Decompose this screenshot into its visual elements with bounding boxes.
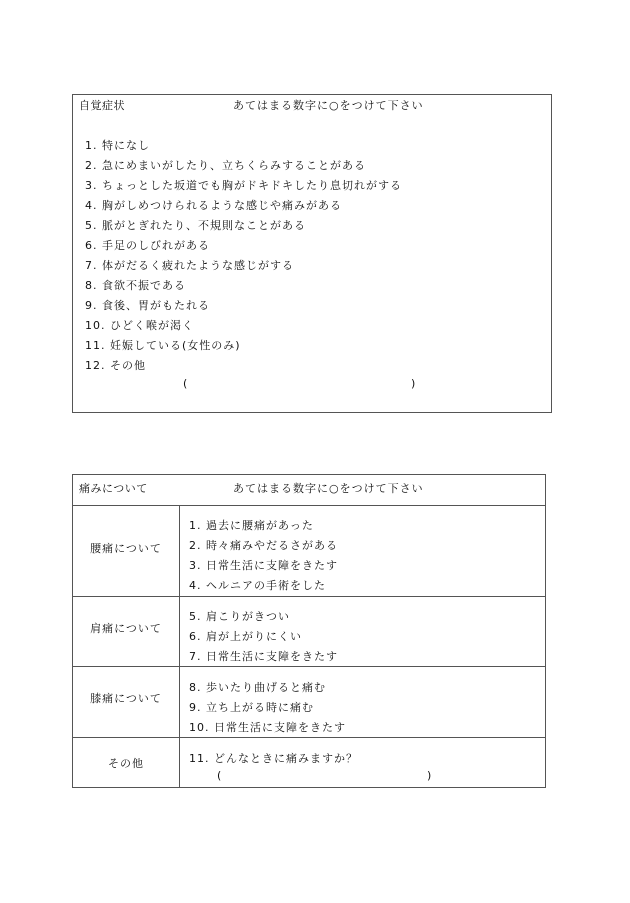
shoulder-pain-item[interactable]: 6. 肩が上がりにくい bbox=[189, 630, 302, 643]
symptoms-title: 自覚症状 bbox=[79, 99, 125, 112]
symptom-item[interactable]: 1. 特になし bbox=[85, 139, 150, 152]
back-pain-item[interactable]: 3. 日常生活に支障をきたす bbox=[189, 559, 338, 572]
pain-paren-open: ( bbox=[217, 769, 222, 782]
symptom-item[interactable]: 7. 体がだるく疲れたような感じがする bbox=[85, 259, 294, 272]
knee-pain-item[interactable]: 10. 日常生活に支障をきたす bbox=[189, 721, 346, 734]
back-pain-item[interactable]: 4. ヘルニアの手術をした bbox=[189, 579, 326, 592]
other-paren-close: ) bbox=[411, 377, 416, 390]
symptom-item[interactable]: 10. ひどく喉が渇く bbox=[85, 319, 194, 332]
pain-table bbox=[72, 474, 546, 788]
symptom-item[interactable]: 4. 胸がしめつけられるような感じや痛みがある bbox=[85, 199, 342, 212]
symptom-item[interactable]: 6. 手足のしびれがある bbox=[85, 239, 210, 252]
shoulder-pain-item[interactable]: 5. 肩こりがきつい bbox=[189, 610, 290, 623]
shoulder-pain-label: 肩痛について bbox=[90, 622, 162, 635]
symptoms-instruction: あてはまる数字に○をつけて下さい bbox=[233, 99, 424, 112]
other-paren-open: ( bbox=[183, 377, 188, 390]
back-pain-item[interactable]: 1. 過去に腰痛があった bbox=[189, 519, 314, 532]
other-pain-label: その他 bbox=[108, 757, 144, 770]
row-divider bbox=[73, 505, 545, 506]
pain-title: 痛みについて bbox=[79, 482, 148, 495]
symptom-item[interactable]: 2. 急にめまいがしたり、立ちくらみすることがある bbox=[85, 159, 366, 172]
knee-pain-item[interactable]: 9. 立ち上がる時に痛む bbox=[189, 701, 314, 714]
symptom-item[interactable]: 3. ちょっとした坂道でも胸がドキドキしたり息切れがする bbox=[85, 179, 402, 192]
shoulder-pain-item[interactable]: 7. 日常生活に支障をきたす bbox=[189, 650, 338, 663]
knee-pain-item[interactable]: 8. 歩いたり曲げると痛む bbox=[189, 681, 326, 694]
pain-paren-close: ) bbox=[427, 769, 432, 782]
other-pain-item[interactable]: 11. どんなときに痛みますか？ bbox=[189, 752, 358, 765]
pain-instruction: あてはまる数字に○をつけて下さい bbox=[233, 482, 424, 495]
back-pain-item[interactable]: 2. 時々痛みやだるさがある bbox=[189, 539, 338, 552]
symptom-item[interactable]: 5. 脈がとぎれたり、不規則なことがある bbox=[85, 219, 306, 232]
back-pain-label: 腰痛について bbox=[90, 542, 162, 555]
row-divider bbox=[73, 666, 545, 667]
row-divider bbox=[73, 596, 545, 597]
column-divider bbox=[179, 505, 180, 787]
symptom-item[interactable]: 11. 妊娠している(女性のみ) bbox=[85, 339, 241, 352]
symptom-item[interactable]: 12. その他 bbox=[85, 359, 146, 372]
symptom-item[interactable]: 8. 食欲不振である bbox=[85, 279, 186, 292]
symptom-item[interactable]: 9. 食後、胃がもたれる bbox=[85, 299, 210, 312]
symptoms-box bbox=[72, 94, 552, 413]
row-divider bbox=[73, 737, 545, 738]
knee-pain-label: 膝痛について bbox=[90, 692, 162, 705]
